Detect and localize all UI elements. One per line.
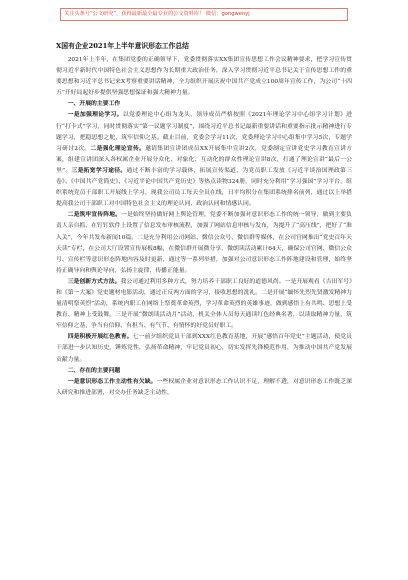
paragraph <box>56 332 352 365</box>
paragraph <box>56 110 352 210</box>
promo-banner[interactable] <box>60 8 348 21</box>
bold-run: 三是创新方式方法。 <box>67 278 121 285</box>
bold-run: 一是加强理论学习。 <box>67 112 123 119</box>
section-heading <box>56 366 352 377</box>
bold-run: 四是积极开展红色教育。 <box>67 334 133 341</box>
bold-run: 三是拓宽学习途径。 <box>71 167 127 174</box>
paragraph <box>56 210 352 277</box>
promo-banner-text: 关注头条号“公文研究”，获得最新最全最专业的公文资料库！ 微信：gongwenyj <box>64 11 250 17</box>
text-run: 2021年上半年，在集团党委的正确领导下，党委贯彻落实XX集团宣传思想工作会议精神要求，把学习宣传贯彻习近平新时代中国特色社会主义思想作为长期重大政治任务，深入学习贯彻习近平总书记关于宣传思想工作的重要思想和习近平总书记来X考察重要讲话精神，全力组织开展庆祝中国共产党成立100周年宣传工作，为公司“十四五”开好局起好步提供坚强思想保证和强大精神力量。 <box>56 57 352 97</box>
text-run: 一些权属企业对意识形态工作认识不足，理解不透，对意识形态工作既乏深入研究和推进部署，对交办任务缺乏主动性， <box>56 378 352 396</box>
paragraph <box>56 377 352 399</box>
text-run: 我公司通过利用多种方式，努力培养干部职工良好的道德风尚。一是开展观看《吉田军号》和《第一大案》党史题材电影活动，通过正反两方面的学习，接收思想的洗礼。二是开展“缅怀先烈先贤激发精神力量清明祭英烈”活动，系统内职工在网络上祭奠革命英烈，学习革命英烈的英雄事迹，做到感悟上有共鸣、思想上受教育、精神上受鼓舞。三是开展“微朗读活动月”活动，机关全体人员每天通读红色经典名著，以读取精神力量，筑牢信仰之基，争当有信仰、有担当、有气节、有情怀的好党员好职工。 <box>56 278 352 330</box>
bold-run: 二、存在的主要问题 <box>67 367 121 374</box>
bold-run: 二是筑牢宣传阵地。 <box>67 212 122 219</box>
text-run: 通过不断丰富的学习载体，拓展宣传渠道，为党员职工发放《习近平谈治国理政第三卷》、《中国共产党简史》、《习近平论中国共产党历史》等热点读物324册，同时充分利用“学习强国”学习平台，组织系统党员干部职工开展线上学习，现我公司员工每天全员在线，日平均积分在集团系统排名前列，通过以上举措提高我公司干部职工对中国特色社会主义的理论认同、政治认同和情感认同。 <box>56 167 352 208</box>
bold-run: 一、开展的主要工作 <box>67 101 121 108</box>
document-page <box>56 42 352 399</box>
bold-run: 二是强化理论宣传。 <box>90 145 146 152</box>
document-title: X国有企业2021年上半年意识形态工作总结 <box>56 42 189 50</box>
text-run: 七一前夕组织党员干部到XXX红色教育基地，开展“感悟百年党史”主题活动，使党员干部进一步认知历史，锤炼党性，弘扬革命精神，牢记党员初心，切实发挥先锋模范作用，为推动中国共产党发展贡献力量。 <box>56 334 353 363</box>
section-heading <box>56 99 352 110</box>
bold-run: 一是意识形态工作主动性有欠缺。 <box>67 378 157 385</box>
text-run: 一是始终坚持做好网上舆论管理，党委不断加强对意识形态工作的统一领导，做到主要负责人亲自抓、在钉钉软件上设置了信息发布审核流程，加强了网站信息审核与发布，为提升了“高压线”，把好了“准入关”，今年共发布新闻10篇。二是充分利用公司网站、微信公众号、微信群等媒体，在公司官网推出“党史百年天天读”专栏，在公司大厅设置宣传展板8幅，在微信群开展微分享，微朗读活动累计64天，确保公司官网、微信公众号、宣传栏等意识形态阵地内容及时更新，通过等一系列举措，加强对公司意识形态工作阵地建设和管理，始终坚持正确导向和舆论导向，弘扬主旋律，传播正能量。 <box>56 212 353 274</box>
text-run: 以党委理论中心组为龙头，领导成员严格按照《2021年理论学习中心组学习计划》进行“打卡式”学习，同时贯彻落实“第一议题学习制度”，围绕习近平总书记最新重要讲话和重要指示批示精神进行专题学习，把稳思想之舵，筑牢信仰之基。截止目前，党委会学习11次，党委理论学习中心组集中学习5次，专题学习研讨2次。 <box>56 112 353 152</box>
document-body <box>56 55 352 399</box>
text-run: 邀请集团宣讲团成员XX开展集中宣讲2次，党委制定宣讲党史学习教育宣讲方案，组建宣讲团深入各权属企业开展分众化、对象化、互动化的群众性理论宣讲8次，打通了理论宣讲“最后一公里”。 <box>56 145 352 174</box>
paragraph <box>56 277 352 332</box>
paragraph <box>56 55 352 99</box>
